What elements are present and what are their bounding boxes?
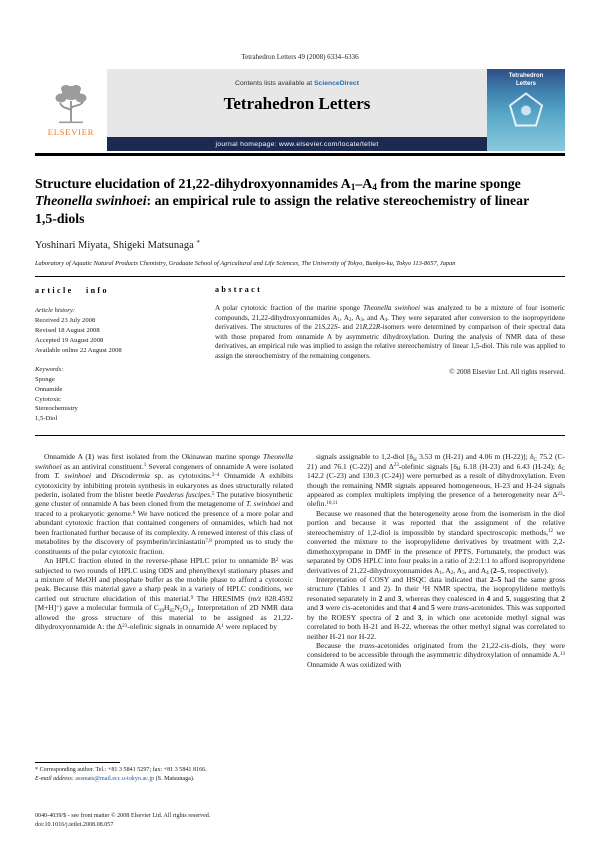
header-divider (35, 153, 565, 156)
keyword-item: Onnamide (35, 385, 63, 393)
elsevier-tree-icon (53, 83, 89, 125)
footnote-divider (35, 762, 120, 763)
doi-line: doi:10.1016/j.tetlet.2008.08.057 (35, 821, 114, 828)
article-body (35, 452, 565, 669)
article-info-abstract-section (35, 276, 565, 436)
abstract-text: A polar cytotoxic fraction of the marine sponge Theonella swinhoei was analyzed to be a mixture of four isomeric compounds, 21,22-dihydroxyonnamides $A_1$, $A_2$, $A_3$, and $A_4$. They were separated after conversion to the isopropyridene derivatives. The structures of the 21S,22S- and 21R,22R-isomers were determined by comparison of their spectral data with those prepared from onnamide A by asymmetric dihydroxylation. During the analysis of NMR data of these derivatives, an empirical rule was implied to assign the relative stereochemistry of linear 1,5-diol. This rule was applied to assign the stereochemistry of the remaining congeners. (215, 304, 566, 360)
elsevier-wordmark: ELSEVIER (47, 127, 95, 137)
journal-homepage-band (107, 137, 487, 151)
body-column-left (35, 452, 293, 669)
contents-prefix: Contents lists available at (235, 80, 314, 87)
body-paragraph: An HPLC fraction eluted in the reverse-phase HPLC prior to onnamide $B^2$ was subjected to two rounds of HPLC using ODS and phenylhexyl stationary phases and a mixture of MeOH and phosphate buffer as the mobile phase to afford a cytotoxic peak. Because this material gave a sharp peak in a variety of HPLC conditions, we carried out structure elucidation of this material.$^9$ The HRESIMS (m/z 828.4592 [M+H]+) gave a molecular formula of $C_{39}H_{65}N_5O_{14}$. Interpretation of 2D NMR data allowed the gross structure of this material to be assigned as 21,22-dihydroxyonnamide A: the $\Delta^{23}$-olefinic signals in onnamide $A^1$ were replaced by (35, 556, 293, 632)
article-history-label: Article history: (35, 307, 76, 315)
history-item: Accepted 19 August 2008 (35, 337, 104, 345)
history-item: Received 23 July 2008 (35, 317, 96, 325)
email-label: E-mail address: (35, 776, 74, 783)
affiliation: Laboratory of Aquatic Natural Products Chemistry, Graduate School of Agricultural and Life Sciences, The University of Tokyo, Bunkyo-ku, Tokyo 113-8657, Japan (35, 260, 456, 268)
body-paragraph: Interpretation of COSY and HSQC data indicated that 2–5 had the same gross structure (Tables 1 and 2). In their $^1$H NMR spectra, the isopropylidene methyls resonated separately in 2 and 3, whereas they coalesced in 4 and 5, suggesting that 2 and 3 were cis-acetonides and that 4 and 5 were trans-acetonides. This was supported by the ROESY spectra of 2 and 3, in which one acetonide methyl signal was correlated to both H-21 and H-22, whereas the other methyl signal was correlated to neither H-21 nor H-22. (307, 574, 566, 641)
issn-line: 0040-4039/$ - see front matter © 2008 Elsevier Ltd. All rights reserved. (35, 812, 211, 819)
abstract-column (215, 285, 565, 424)
body-column-right (307, 452, 565, 669)
footnote-contact-line: * Corresponding author. Tel.: +81 3 5841 5297; fax: +81 3 5841 8166. (35, 767, 207, 774)
journal-citation: Tetrahedron Letters 49 (2008) 6334–6336 (241, 53, 359, 61)
cover-art-icon (505, 88, 547, 135)
imprint-footer (35, 812, 210, 830)
author-line: Yoshinari Miyata, Shigeki Matsunaga * (35, 239, 200, 252)
keywords-label: Keywords: (35, 365, 64, 373)
sciencedirect-link[interactable]: ScienceDirect (314, 80, 359, 87)
keyword-item: Stereochemistry (35, 405, 78, 413)
email-link[interactable]: assmats@mail.ecc.u-tokyo.ac.jp (75, 776, 155, 783)
email-suffix: (S. Matsunaga). (154, 776, 195, 783)
body-paragraph: Onnamide A (1) was first isolated from the Okinawan marine sponge Theonella swinhoei as an antiviral constituent.$^1$ Several congeners of onnamide A were isolated from T. swinhoei and Discodermia sp. as cytotoxins.$^{2-4}$ Onnamide A exhibits cytotoxicity by inhibiting protein synthesis in eukaryotes as does structurally related pederin, isolated from the blister beetle Paederus fuscipes.$^5$ The putative biosynthetic gene cluster of onnamide A has been cloned from the metagenome of T. swinhoei and traced to a prokaryotic genome.$^6$ We have noticed the presence of a more polar and abundant cytotoxic fraction that contained congeners of onnamides, which had not been fractionated further because of its complexity. A renewed interest of this class of metabolites by the discovery of psymberin/irciniastatin$^{7,8}$ prompted us to study the constituents of the polar cytotoxic fraction. (35, 452, 294, 556)
body-paragraph: Because we reasoned that the heterogeneity arose from the isomerism in the diol portion and because it was reported that the assignment of the relative stereochemistry of 1,2-diol is impossible by standard spectroscopic methods,$^{12}$ we converted the mixture to the isopropylidene derivatives by treatment with 2,2-dimethoxypropane in DMF in the presence of PPTS. Fortunately, the product was separated by ODS HPLC into four peaks in a ratio of 2:2:1:1 to afford isopropyridene derivatives of 21,22-dihydroxyonnamides $A_1$, $A_2$, $A_3$, and $A_4$ (2–5, respectively). (307, 508, 565, 576)
journal-title: Tetrahedron Letters (223, 94, 371, 113)
body-paragraph: Because the trans-acetonides originated from the 21,22-cis-diols, they were considered to be accessible through the asymmetric dihydroxylation of onnamide A.$^{13}$ Onnamide A was oxidized with (307, 641, 565, 669)
history-item: Revised 18 August 2008 (35, 327, 100, 335)
homepage-prefix: journal homepage: (215, 140, 277, 148)
journal-header (35, 69, 565, 151)
history-item: Available online 22 August 2008 (35, 347, 122, 355)
cover-title: Tetrahedron Letters (508, 73, 544, 87)
article-info-heading: article info (35, 286, 109, 296)
corresponding-author-footnote (35, 762, 293, 784)
copyright-line: © 2008 Elsevier Ltd. All rights reserved. (449, 368, 565, 376)
article-info-column (35, 285, 203, 424)
contents-line (235, 80, 359, 87)
homepage-link[interactable]: www.elsevier.com/locate/tetlet (278, 140, 379, 148)
article-title: Structure elucidation of 21,22-dihydroxyonnamides $A_1-A_4$ from the marine sponge Theonella swinhoei: an empirical rule to assign the relative stereochemistry of linear 1,5-diols (35, 175, 529, 226)
keyword-item: 1,5-Diol (35, 415, 58, 423)
abstract-heading: abstract (215, 285, 263, 295)
header-center (107, 69, 487, 151)
keyword-item: Sponge (35, 375, 55, 383)
journal-cover-thumbnail[interactable] (487, 69, 565, 151)
footnote-email-line (35, 775, 293, 784)
elsevier-logo[interactable] (35, 69, 107, 151)
keyword-item: Cytotoxic (35, 395, 62, 403)
body-paragraph: signals assignable to 1,2-diol [$\delta_H$ 3.53 m (H-21) and 4.06 m (H-22)]; $\delta_C$ 75.2 (C-21) and 76.1 (C-22)] and $\Delta^{23}$-olefinic signals [$\delta_H$ 6.18 (H-23) and 6.43 (H-24); $\delta_C$ 142.2 (C-23) and 130.3 (C-24)] were perturbed as a result of dihydroxylation. Even though the remaining NMR signals appeared homogeneous, H-23 and H-24 signals appeared as complex multiplets implying the presence of a heterogeneity near $\Delta^{23}-olefin.^{10,11}$ (307, 452, 566, 509)
